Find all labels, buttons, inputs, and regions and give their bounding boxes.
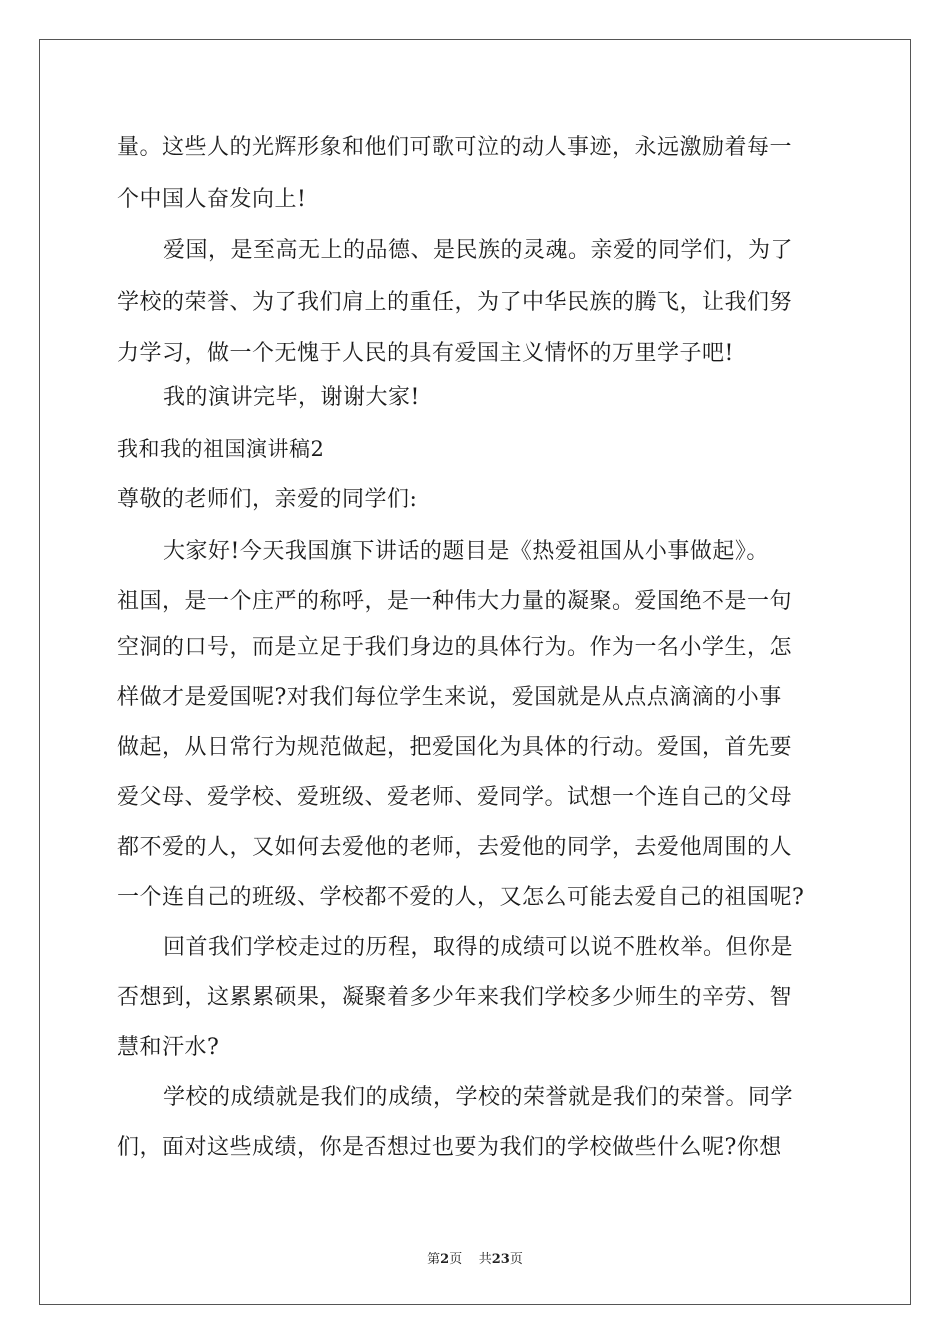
total-prefix: 共: [478, 1252, 492, 1267]
text-line: 祖国，是一个庄严的称呼，是一种伟大力量的凝聚。爱国绝不是一句: [117, 589, 793, 614]
section-heading: 我和我的祖国演讲稿2: [117, 437, 325, 461]
total-suffix: 页: [509, 1252, 523, 1267]
text-line: 个中国人奋发向上!: [117, 187, 307, 212]
text-line: 大家好!今天我国旗下讲话的题目是《热爱祖国从小事做起》。: [163, 539, 769, 564]
text-line: 力学习，做一个无愧于人民的具有爱国主义情怀的万里学子吧!: [117, 341, 734, 366]
page-number: 2: [440, 1252, 450, 1267]
text-line: 慧和汗水?: [117, 1035, 220, 1060]
text-line: 样做才是爱国呢?对我们每位学生来说，爱国就是从点点滴滴的小事: [117, 685, 782, 710]
page-footer: [0, 1248, 950, 1267]
text-line: 都不爱的人，又如何去爱他的老师，去爱他的同学，去爱他周围的人: [117, 835, 793, 860]
text-line: 一个连自己的班级、学校都不爱的人，又怎么可能去爱自己的祖国呢?: [117, 885, 805, 910]
text-line: 回首我们学校走过的历程，取得的成绩可以说不胜枚举。但你是: [163, 935, 794, 960]
text-line: 量。这些人的光辉形象和他们可歌可泣的动人事迹，永远激励着每一: [117, 135, 793, 160]
text-line: 做起，从日常行为规范做起，把爱国化为具体的行动。爱国，首先要: [117, 735, 793, 760]
text-line: 爱国，是至高无上的品德、是民族的灵魂。亲爱的同学们，为了: [163, 238, 794, 263]
text-line: 我的演讲完毕，谢谢大家!: [163, 385, 420, 410]
page-prefix: 第: [427, 1252, 441, 1267]
text-line: 学校的荣誉、为了我们肩上的重任，为了中华民族的腾飞，让我们努: [117, 290, 793, 315]
text-line: 爱父母、爱学校、爱班级、爱老师、爱同学。试想一个连自己的父母: [117, 785, 793, 810]
text-line: 们，面对这些成绩，你是否想过也要为我们的学校做些什么呢?你想: [117, 1135, 782, 1160]
total-pages: 23: [491, 1252, 510, 1267]
page-frame: [39, 39, 911, 1305]
salutation: 尊敬的老师们，亲爱的同学们:: [117, 487, 418, 512]
page-suffix: 页: [449, 1252, 463, 1267]
text-line: 空洞的口号，而是立足于我们身边的具体行为。作为一名小学生，怎: [117, 635, 793, 660]
text-line: 否想到，这累累硕果，凝聚着多少年来我们学校多少师生的辛劳、智: [117, 985, 793, 1010]
text-line: 学校的成绩就是我们的成绩，学校的荣誉就是我们的荣誉。同学: [163, 1085, 794, 1110]
